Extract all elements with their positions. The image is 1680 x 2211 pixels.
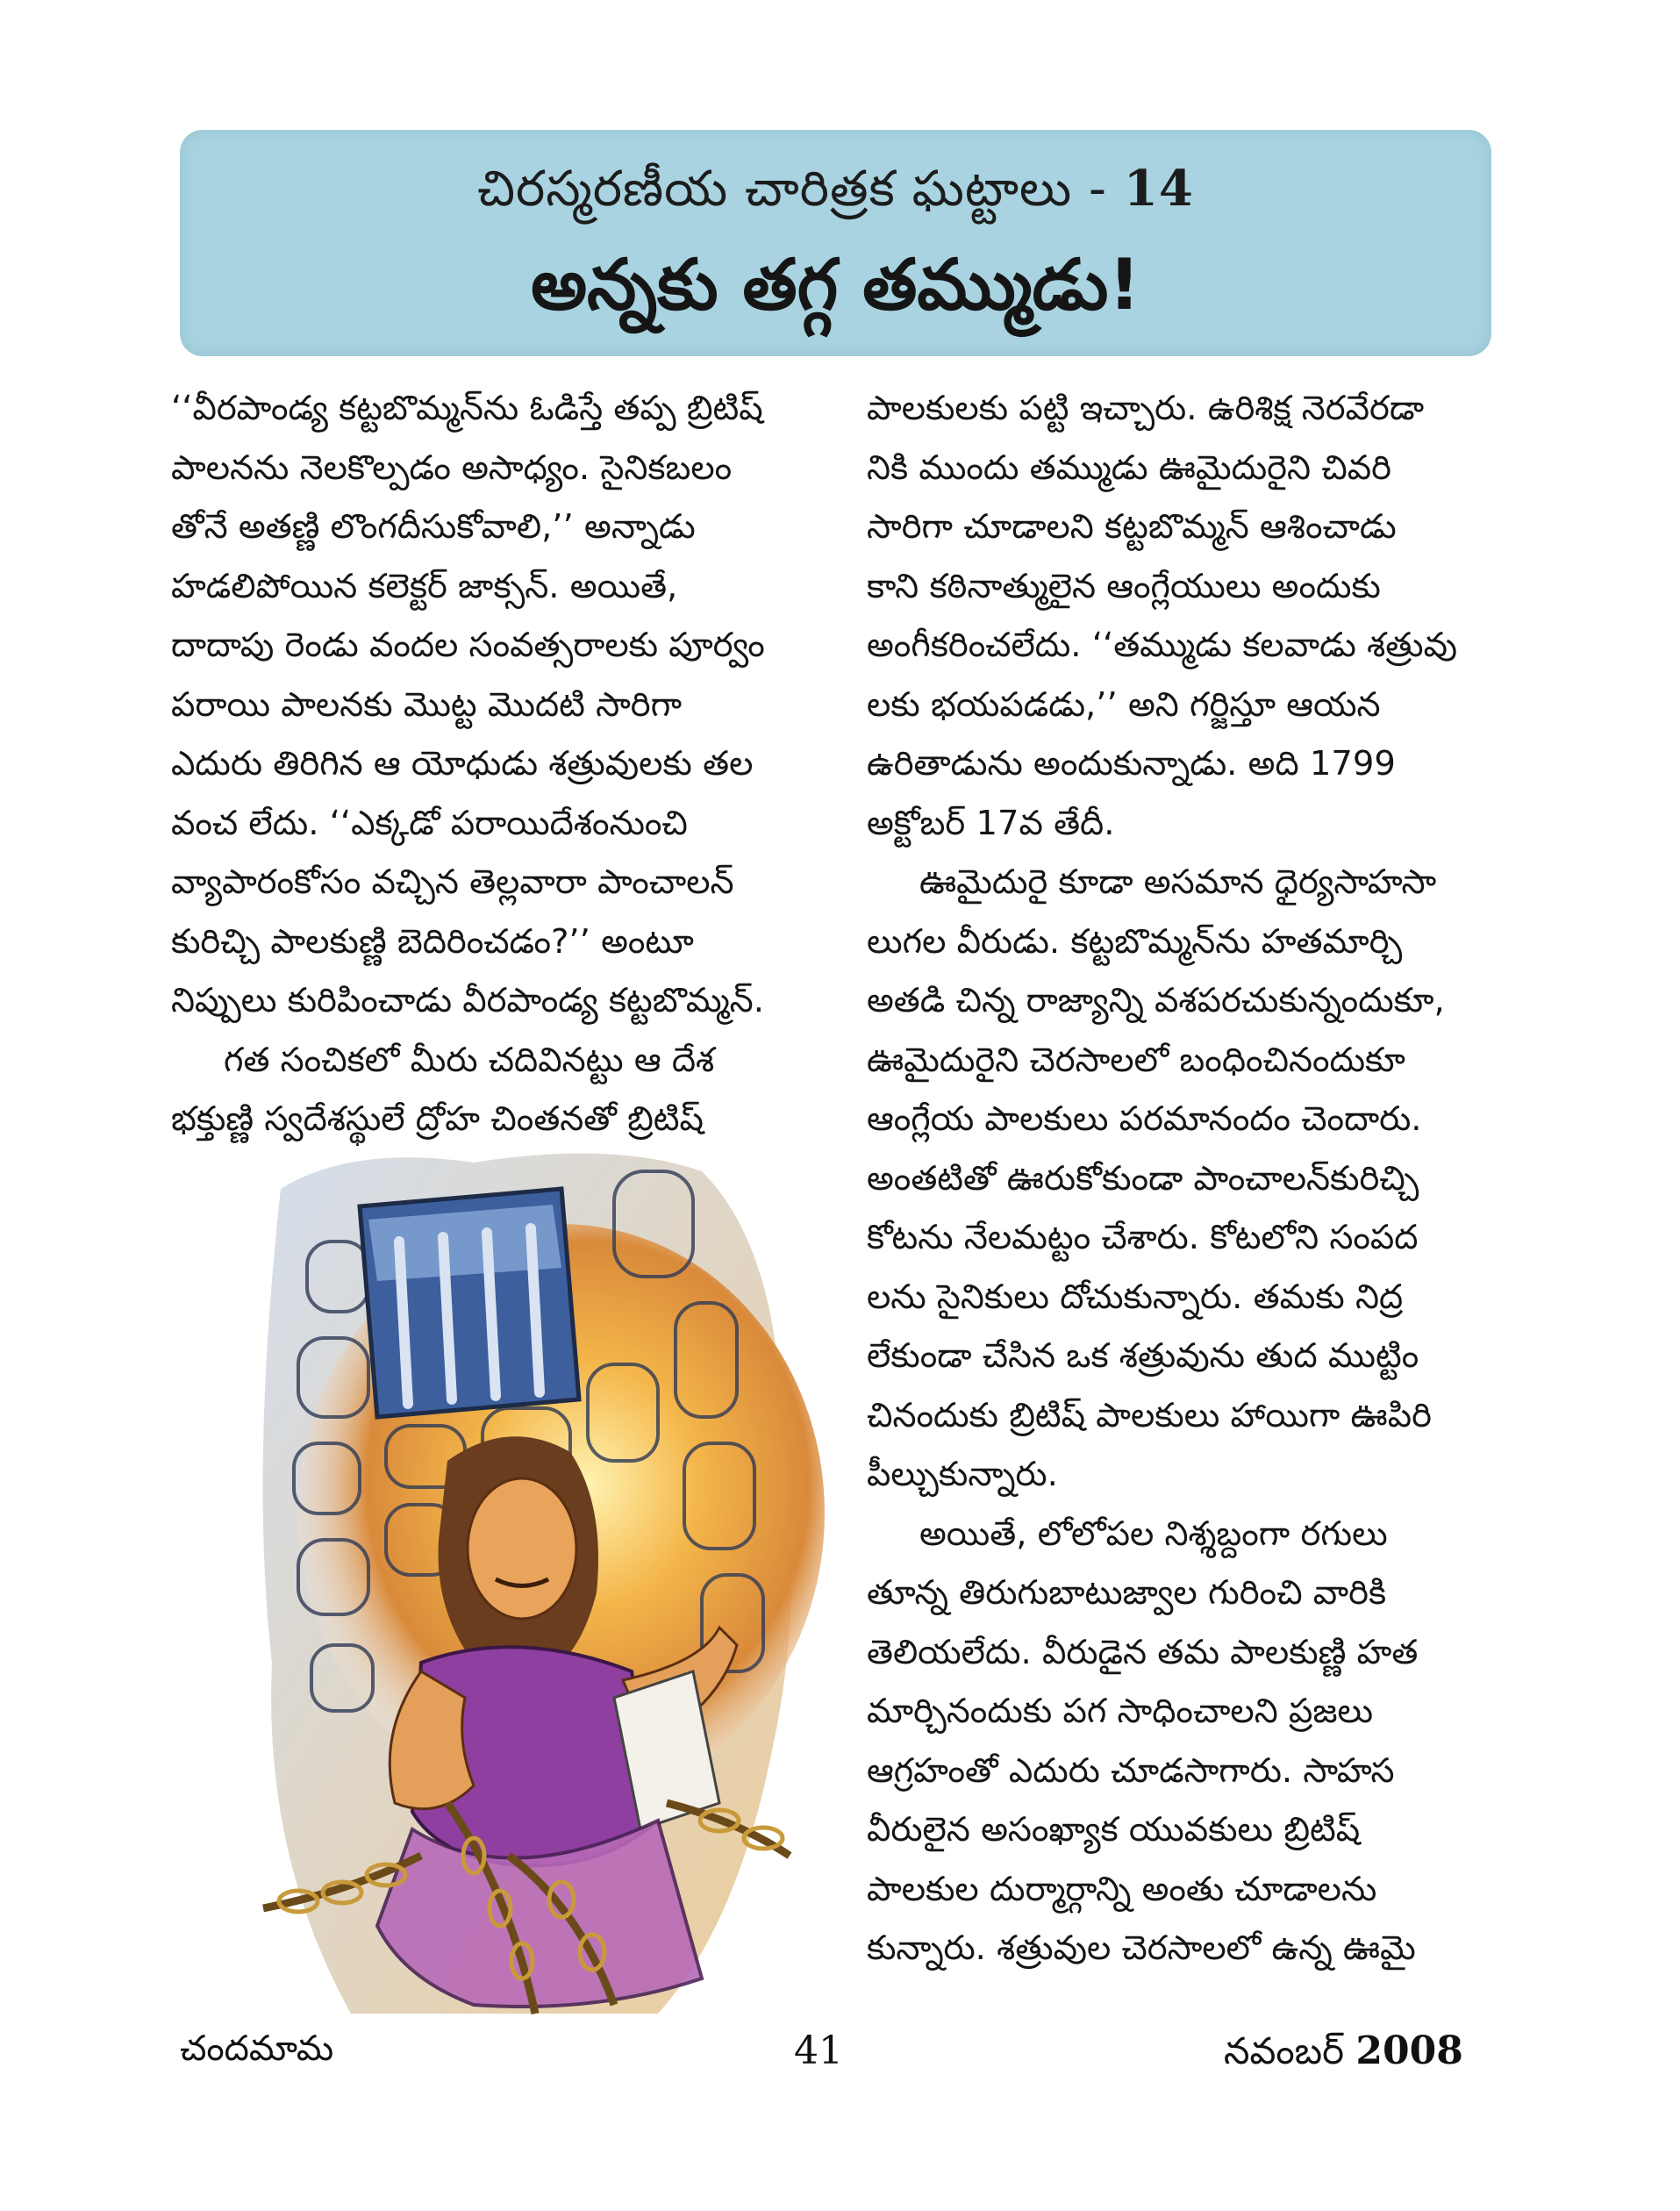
issue-year: 2008 — [1355, 2029, 1463, 2073]
text-line: పీల్చుకున్నారు. — [867, 1455, 1058, 1494]
text-line: అక్టోబర్ 17వ తేదీ. — [867, 803, 1115, 843]
text-line: అతడి చిన్న రాజ్యాన్ని వశపరచుకున్నందుకూ, — [867, 981, 1445, 1020]
text-line: ఉరితాడును అందుకున్నాడు. అది 1799 — [867, 744, 1396, 784]
chained-prisoner-illustration — [246, 1136, 851, 2022]
text-line: లుగల వీరుడు. కట్టబొమ్మన్‌ను హతమార్చి — [867, 921, 1403, 962]
text-line: మార్చినందుకు పగ సాధించాలని ప్రజలు — [867, 1692, 1374, 1731]
text-line: తూన్న తిరుగుబాటుజ్వాల గురించి వారికి — [867, 1573, 1387, 1613]
text-line: ఆగ్రహంతో ఎదురు చూడసాగారు. సాహస — [867, 1750, 1395, 1791]
series-title-text: చిరస్మరణీయ చారిత్రక ఘట్టాలు - — [477, 161, 1124, 218]
text-line: పరాయి పాలనకు మొట్ట మొదటి సారిగా — [171, 684, 683, 725]
text-line: ఊమైదురైని చెరసాలలో బంధించినందుకూ — [867, 1040, 1405, 1080]
text-line: ‘‘వీరపాండ్య కట్టబొమ్మన్‌ను ఓడిస్తే తప్ప బ్రిటిష్ — [171, 389, 763, 428]
text-line: వంచ లేదు. ‘‘ఎక్కడో పరాయిదేశంనుంచి — [171, 803, 688, 843]
text-line: వీరులైన అసంఖ్యాక యువకులు బ్రిటిష్ — [867, 1810, 1361, 1850]
left-column — [171, 379, 825, 1149]
text-line: నికి ముందు తమ్ముడు ఊమైదురైని చివరి — [867, 447, 1391, 488]
text-line: ఎదురు తిరిగిన ఆ యోధుడు శత్రువులకు తల — [171, 744, 754, 784]
issue-month: నవంబర్ — [1224, 2029, 1356, 2072]
text-line: కున్నారు. శత్రువుల చెరసాలలో ఉన్న ఊమై — [867, 1928, 1416, 1968]
right-column — [867, 379, 1498, 1978]
text-line: హడలిపోయిన కలెక్టర్ జాక్సన్. అయితే, — [171, 566, 678, 606]
text-line: తెలియలేదు. వీరుడైన తమ పాలకుణ్ణి హత — [867, 1632, 1419, 1672]
text-line: పాలనను నెలకొల్పడం అసాధ్యం. సైనికబలం — [171, 447, 733, 488]
text-line: పాలకులకు పట్టి ఇచ్చారు. ఉరిశిక్ష నెరవేరడా — [867, 389, 1425, 428]
text-line: భక్తుణ్ణి స్వదేశస్థులే ద్రోహ చింతనతో బ్రిటిష్ — [171, 1099, 704, 1139]
text-line: నిప్పులు కురిపించాడు వీరపాండ్య కట్టబొమ్మన్. — [171, 981, 764, 1020]
text-line: కోటను నేలమట్టం చేశారు. కోటలోని సంపద — [867, 1218, 1419, 1257]
text-line: దాదాపు రెండు వందల సంవత్సరాలకు పూర్వం — [171, 626, 765, 665]
text-line: కురిచ్చి పాలకుణ్ణి బెదిరించడం?’’ అంటూ — [171, 921, 694, 962]
text-line: చినందుకు బ్రిటిష్ పాలకులు హాయిగా ఊపిరి — [867, 1395, 1432, 1435]
article-headline: అన్నకు తగ్గ తమ్ముడు! — [531, 244, 1140, 326]
page-number: 41 — [794, 2029, 843, 2073]
magazine-name: చందమామ — [180, 2029, 334, 2069]
text-line: అంగీకరించలేదు. ‘‘తమ్ముడు కలవాడు శత్రువు — [867, 626, 1457, 665]
title-banner — [180, 130, 1491, 356]
text-line: తోనే అతణ్ణి లొంగదీసుకోవాలి,’’ అన్నాడు — [171, 507, 696, 547]
text-line: అంతటితో ఊరుకోకుండా పాంచాలన్‌కురిచ్చి — [867, 1158, 1419, 1199]
text-line: పాలకుల దుర్మార్గాన్ని అంతు చూడాలను — [867, 1869, 1377, 1909]
text-line: లకు భయపడడు,’’ అని గర్జిస్తూ ఆయన — [867, 684, 1381, 725]
text-line: లేకుండా చేసిన ఒక శత్రువును తుద ముట్టిం — [867, 1336, 1419, 1376]
text-line: లను సైనికులు దోచుకున్నారు. తమకు నిద్ర — [867, 1277, 1404, 1317]
text-line: అయితే, లోలోపల నిశ్శబ్దంగా రగులు — [919, 1513, 1388, 1554]
text-line: గత సంచికలో మీరు చదివినట్టు ఆ దేశ — [224, 1040, 715, 1080]
text-line: ఊమైదురై కూడా అసమాన ధైర్యసాహసా — [919, 862, 1437, 902]
series-title — [180, 160, 1491, 230]
issue-date — [1224, 2029, 1463, 2082]
text-line: ఆంగ్లేయ పాలకులు పరమానందం చెందారు. — [867, 1099, 1422, 1139]
text-line: వ్యాపారంకోసం వచ్చిన తెల్లవారా పాంచాలన్ — [171, 862, 734, 902]
series-number: 14 — [1123, 160, 1194, 218]
text-line: కాని కఠినాత్ములైన ఆంగ్లేయులు అందుకు — [867, 566, 1381, 606]
text-line: సారిగా చూడాలని కట్టబొమ్మన్ ఆశించాడు — [867, 507, 1397, 547]
